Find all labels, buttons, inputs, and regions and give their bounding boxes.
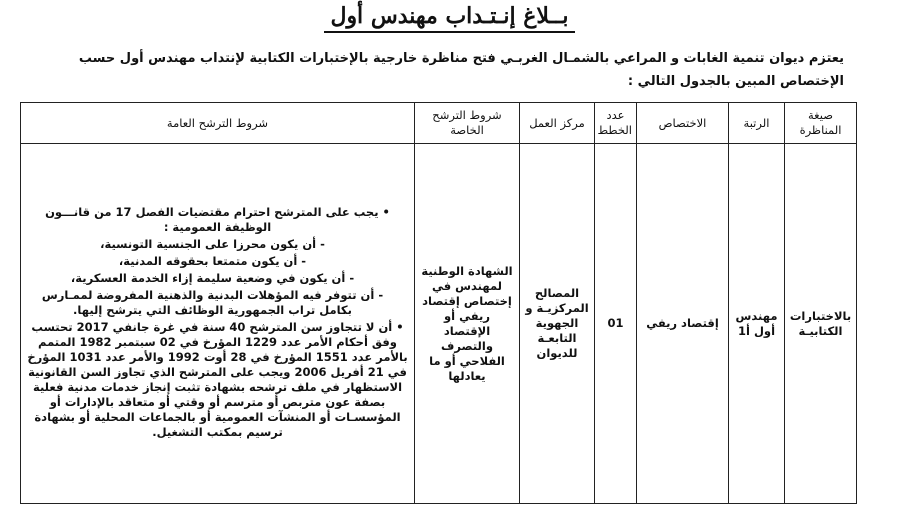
cell-positions: 01 [595, 144, 637, 504]
cell-specialty: إقتصاد ريفي [637, 144, 729, 504]
table-row [21, 144, 857, 504]
header-work-center: مركز العمل [520, 103, 595, 144]
condition-bullet-2-text: أن لا تتجاوز سن المترشح 40 سنة في غرة جانفي 2017 تحتسب وفق أحكام الأمر عدد 1229 المؤرخ في 02 سبتمبر 1982 المتمم بالأمر عدد 1551 المؤرخ في 28 أوت 1992 والأمر عدد 1031 المؤرخ في 21 أفريل 2006 ويجب على المترشح الذي تجاوز السن القانونية الاستظهار في ملف ترشحه بشهادة تثبت إنجاز خدمات مدنية فعلية بصفة عون متربص أو مترسم أو وقتي أو متعاقد بالإدارات أو المؤسسـات أو المنشآت العمومية أو بالجماعات المحلية أو بشهادة ترسيم بمكتب التشغيل. [27, 320, 408, 439]
header-contest-type: صيغة المناظرة [785, 103, 857, 144]
header-special-conditions: شروط الترشح الخاصة [415, 103, 520, 144]
condition-fitness: - أن تتوفر فيه المؤهلات البدنية والذهنية المفروضة لممـارس بكامل تراب الجمهورية الوظائف التي يترشح إليها. [41, 288, 384, 317]
cell-special-conditions: الشهادة الوطنية لمهندس في إختصاص إقتصاد ريفي أو الإقتصاد والتصرف الفلاحي أو ما يعادلها [415, 144, 520, 504]
announcement-title-wrap [0, 2, 899, 33]
table-header-row [21, 103, 857, 144]
condition-civil-rights: - أن يكون متمتعا بحقوقه المدنية، [118, 254, 307, 268]
positions-table [20, 102, 857, 504]
cell-rank: مهندس أول أ1 [729, 144, 785, 504]
cell-general-conditions [21, 144, 415, 504]
cell-contest-type: بالاختبارات الكتابيـة [785, 144, 857, 504]
condition-bullet-2 [25, 320, 410, 440]
cell-work-center: المصالح المركزيـة و الجهوية التابعـة للديوان [520, 144, 595, 504]
condition-bullet-1-text: يجب على المترشح احترام مقتضيات الفصل 17 من قانـــون الوظيفة العمومية : [45, 205, 379, 234]
header-specialty: الاختصاص [637, 103, 729, 144]
bullet-icon: • [396, 320, 404, 334]
condition-military-service: - أن يكون في وضعية سليمة إزاء الخدمة العسكرية، [70, 271, 355, 285]
bullet-icon: • [382, 205, 390, 219]
condition-nationality: - أن يكون محرزا على الجنسية التونسية، [100, 237, 325, 251]
header-general-conditions: شروط الترشح العامة [21, 103, 415, 144]
intro-paragraph: يعتزم ديوان تنمية الغابات و المراعي بالشمـال الغربـي فتح مناظرة خارجية بالإختبارات الكتابية لإنتداب مهندس أول حسب الإختصاص المبين بالجدول التالي : [78, 51, 844, 89]
condition-bullet-1 [25, 205, 410, 235]
header-positions: عدد الخطط [595, 103, 637, 144]
header-rank: الرتبة [729, 103, 785, 144]
announcement-title: بــلاغ إنـتـداب مهندس أول [324, 2, 574, 33]
